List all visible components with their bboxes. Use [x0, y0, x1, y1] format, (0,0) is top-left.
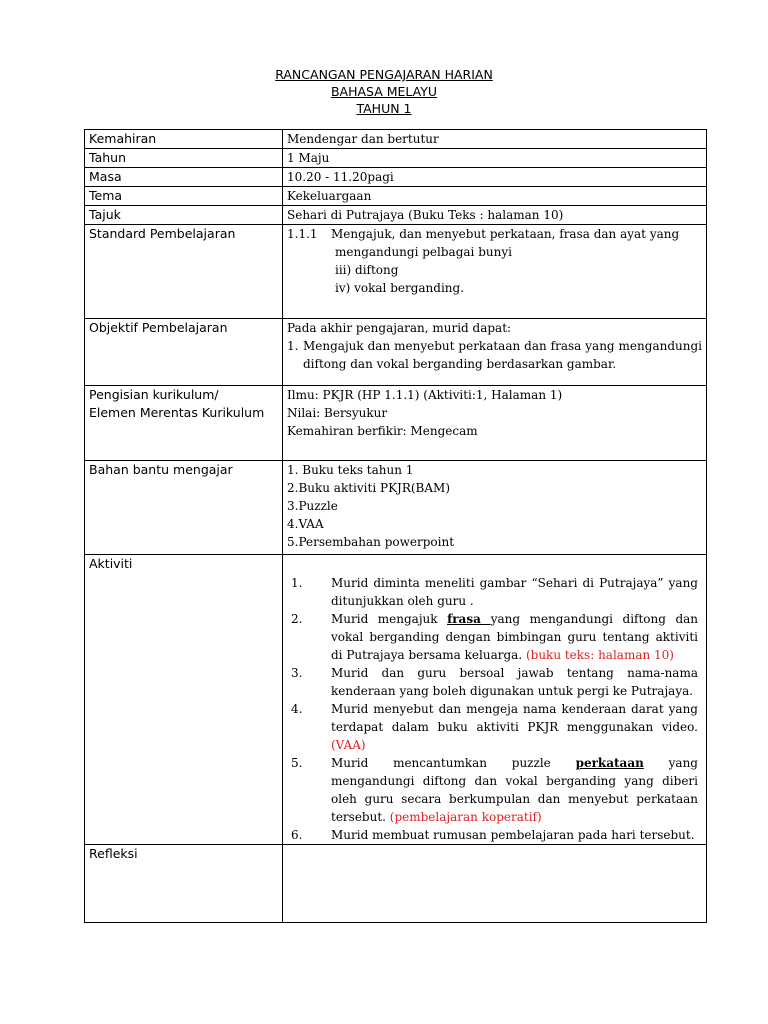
standard-line4: iv) vokal berganding.	[335, 281, 465, 295]
objektif-item-text: Mengajuk dan menyebut perkataan dan frasa yang mengandungi diftong dan vokal berganding berdasarkan gambar.	[303, 339, 702, 371]
objektif-item	[287, 337, 702, 373]
aktiviti-num-3: 3.	[291, 666, 303, 680]
aktiviti-item-1	[287, 574, 698, 610]
row-kemahiran	[85, 130, 707, 149]
pengisian-line1: Ilmu: PKJR (HP 1.1.1) (Aktiviti:1, Halaman 1)	[287, 388, 563, 402]
label-standard: Standard Pembelajaran	[85, 225, 283, 319]
label-objektif: Objektif Pembelajaran	[85, 319, 283, 386]
aktiviti-text-4: Murid menyebut dan mengeja nama kenderaan darat yang terdapat dalam buku aktiviti PKJR menggunakan video.	[331, 702, 698, 734]
value-tahun: 1 Maju	[283, 149, 707, 168]
aktiviti-text-3: Murid dan guru bersoal jawab tentang nama-nama kenderaan yang boleh digunakan untuk pergi ke Putrajaya.	[331, 666, 698, 698]
bahan-item-1: 1. Buku teks tahun 1	[287, 463, 414, 477]
aktiviti-keyword-frasa: frasa	[447, 612, 491, 626]
lesson-plan-table	[84, 129, 707, 923]
aktiviti-text-1: Murid diminta meneliti gambar “Sehari di Putrajaya” yang ditunjukkan oleh guru .	[331, 576, 698, 608]
row-aktiviti	[85, 555, 707, 845]
aktiviti-num-6: 6.	[291, 828, 303, 842]
pengisian-line2: Nilai: Bersyukur	[287, 406, 388, 420]
label-pengisian	[85, 386, 283, 461]
value-pengisian	[283, 386, 707, 461]
standard-line2: mengandungi pelbagai bunyi	[335, 245, 512, 259]
label-masa: Masa	[85, 168, 283, 187]
label-tajuk: Tajuk	[85, 206, 283, 225]
doc-title: RANCANGAN PENGAJARAN HARIAN	[275, 67, 493, 82]
aktiviti-note-4: (VAA)	[331, 738, 366, 752]
value-tema: Kekeluargaan	[283, 187, 707, 206]
row-bahan	[85, 461, 707, 555]
label-tema: Tema	[85, 187, 283, 206]
bahan-item-4: 4.VAA	[287, 517, 324, 531]
aktiviti-item-2	[287, 610, 698, 664]
aktiviti-num-4: 4.	[291, 702, 303, 716]
label-refleksi: Refleksi	[85, 845, 283, 923]
value-masa: 10.20 - 11.20pagi	[283, 168, 707, 187]
aktiviti-item-6	[287, 826, 698, 844]
aktiviti-note-2: (buku teks: halaman 10)	[525, 648, 674, 662]
label-tahun: Tahun	[85, 149, 283, 168]
aktiviti-text-6: Murid membuat rumusan pembelajaran pada hari tersebut.	[331, 828, 695, 842]
bahan-item-5: 5.Persembahan powerpoint	[287, 535, 455, 549]
standard-code: 1.1.1	[287, 227, 318, 241]
value-bahan	[283, 461, 707, 555]
aktiviti-text-2a: Murid mengajuk	[331, 612, 448, 626]
aktiviti-text-5a: Murid mencantumkan puzzle	[331, 756, 576, 770]
doc-subject: BAHASA MELAYU	[330, 84, 438, 99]
row-standard	[85, 225, 707, 319]
value-kemahiran: Mendengar dan bertutur	[283, 130, 707, 149]
label-bahan: Bahan bantu mengajar	[85, 461, 283, 555]
row-pengisian	[85, 386, 707, 461]
label-kemahiran: Kemahiran	[85, 130, 283, 149]
aktiviti-list	[287, 574, 698, 844]
row-objektif	[85, 319, 707, 386]
objektif-item-num: 1.	[287, 339, 299, 353]
value-aktiviti	[283, 555, 707, 845]
aktiviti-num-1: 1.	[291, 576, 303, 590]
aktiviti-num-2: 2.	[291, 612, 303, 626]
row-masa	[85, 168, 707, 187]
row-tajuk	[85, 206, 707, 225]
doc-year: TAHUN 1	[356, 101, 412, 116]
aktiviti-item-4	[287, 700, 698, 754]
bahan-item-2: 2.Buku aktiviti PKJR(BAM)	[287, 481, 451, 495]
pengisian-label2: Elemen Merentas Kurikulum	[89, 405, 265, 420]
aktiviti-text-5b: yang mengandungi diftong dan vokal berganding yang diberi oleh guru secara berkumpulan dan menyebut perkataan tersebut.	[331, 756, 698, 824]
standard-line3: iii) diftong	[335, 263, 399, 277]
row-refleksi	[85, 845, 707, 923]
bahan-item-3: 3.Puzzle	[287, 499, 338, 513]
value-tajuk: Sehari di Putrajaya (Buku Teks : halaman 10)	[283, 206, 707, 225]
value-standard	[283, 225, 707, 319]
objektif-intro: Pada akhir pengajaran, murid dapat:	[287, 321, 512, 335]
aktiviti-text-2b: yang mengandungi diftong dan vokal berganding dengan bimbingan guru tentang aktiviti di Putrajaya bersama keluarga.	[331, 612, 699, 662]
standard-line1: Mengajuk, dan menyebut perkataan, frasa dan ayat yang	[331, 227, 680, 241]
row-tema	[85, 187, 707, 206]
value-objektif	[283, 319, 707, 386]
aktiviti-note-5: (pembelajaran koperatif)	[389, 810, 542, 824]
aktiviti-keyword-perkataan: perkataan	[575, 756, 644, 770]
aktiviti-item-3	[287, 664, 698, 700]
label-aktiviti: Aktiviti	[85, 555, 283, 845]
row-tahun	[85, 149, 707, 168]
pengisian-label1: Pengisian kurikulum/	[89, 387, 219, 402]
pengisian-line3: Kemahiran berfikir: Mengecam	[287, 424, 478, 438]
aktiviti-item-5	[287, 754, 698, 826]
value-refleksi	[283, 845, 707, 923]
aktiviti-num-5: 5.	[291, 756, 303, 770]
